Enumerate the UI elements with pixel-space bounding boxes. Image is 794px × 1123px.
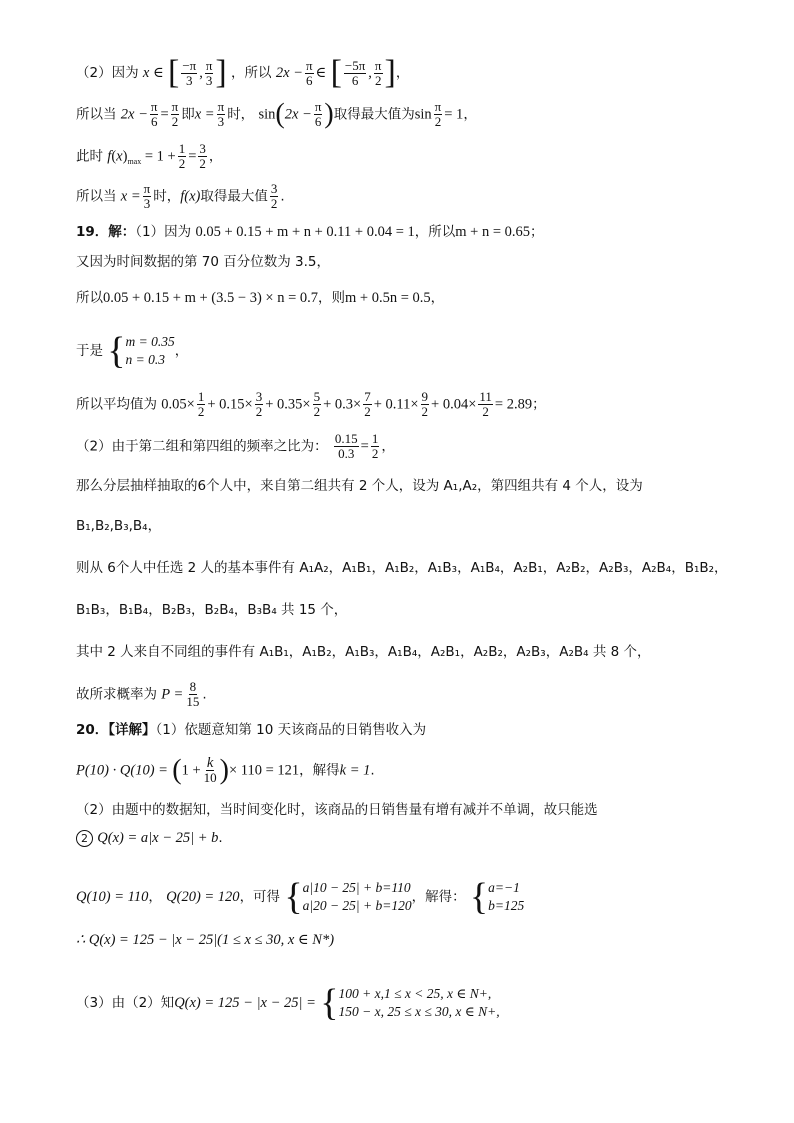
text: 取得最大值为 — [333, 106, 415, 123]
fraction: $\frac{1}{2}$ — [371, 431, 379, 461]
math: f(x) — [180, 188, 201, 205]
fraction: $\frac{\pi}{3}$ — [205, 57, 213, 88]
text: 所以当 — [76, 106, 117, 123]
text: 此时 — [76, 148, 103, 165]
math: 2x − — [120, 106, 148, 123]
math: Q(x) = 125 − |x − 25| = — [174, 995, 316, 1011]
line-11: 那么分层抽样抽取的6个人中，来自第二组共有 2 个人，设为 A₁,A₂，第四组共有 4 个人，设为 — [76, 478, 643, 494]
fraction: $\frac{k}{10}$ — [203, 755, 217, 785]
text: ， — [430, 290, 445, 306]
text: . — [202, 686, 207, 703]
fraction: $\frac{1}{2}$ — [178, 141, 186, 171]
text: ； — [532, 396, 546, 413]
text: ； — [530, 224, 544, 240]
text: ，所以 — [231, 65, 272, 81]
math: P(10) · Q(10) = — [76, 762, 168, 779]
line-17 — [76, 720, 426, 740]
math: 0.05 + 0.15 + m + n + 0.11 + 0.04 = 1 — [195, 224, 415, 240]
line-13: 则从 6个人中任选 2 人的基本事件有 A₁A₂，A₁B₁，A₁B₂，A₁B₃，A₁B₄，A₂B₁，A₂B₂，A₂B₃，A₂B₄，B₁B₂， — [76, 560, 728, 576]
equation-system: { a|10 − 25| + b=110 a|20 − 25| + b=120 — [284, 876, 412, 918]
text: （1）因为 — [135, 224, 192, 240]
fraction: $\frac{3}{2}$ — [199, 141, 206, 171]
text: （2）因为 — [76, 65, 139, 81]
math: 0.05 + 0.15 + m + (3.5 − 3) × n = 0.7 — [103, 290, 319, 306]
line-19: （2）由题中的数据知，当时间变化时，该商品的日销售量有增有减并不单调，故只能选 — [76, 802, 598, 818]
math: ∴ Q(x) = 125 − |x − 25|(1 ≤ x ≤ 30, x ∈ N*) — [76, 932, 335, 948]
piecewise: { 100 + x,1 ≤ x < 25, x ∈ N+, 150 − x, 25 ≤ x ≤ 30, x ∈ N+, — [320, 982, 500, 1024]
text: . — [370, 762, 375, 779]
math: m + n = 0.65 — [455, 224, 531, 240]
problem-number: 19．解： — [76, 224, 136, 240]
math: x = — [194, 106, 215, 123]
line-2 — [76, 100, 477, 129]
line-6: 又因为时间数据的第 70 百分位数为 3.5， — [76, 254, 331, 270]
line-18: P(10) · Q(10) = (1 + $\frac{k}{10}$ )× 110 = 121，解得k = 1. — [76, 754, 375, 786]
fraction: $\frac{\pi}{2}$ — [434, 99, 442, 129]
fraction: $\frac{\pi}{3}$ — [143, 181, 151, 211]
paren: ( — [172, 754, 182, 786]
text: ， — [208, 148, 223, 165]
text: ，可得 — [239, 889, 281, 905]
line-8 — [76, 332, 188, 370]
bracket: [ — [330, 54, 342, 91]
line-9: 所以平均值为 0.05× $\frac{1}{2}$ + 0.15× $\frac{3}{2}$ + 0.35× $\frac{5}{2}$ + 0.3× $\frac{7}{2}$ + 0.11× $\frac{9}{2}$ + 0.04× $\frac{11}{2}$ = 2.89； — [76, 389, 546, 419]
text: ， — [463, 106, 477, 123]
line-7 — [76, 288, 444, 308]
fraction: $\frac{\pi}{6}$ — [314, 99, 322, 129]
math: Q(20) = 120 — [166, 889, 240, 905]
paren: ( — [275, 98, 285, 130]
math: sin — [414, 106, 432, 123]
text: 时， — [227, 106, 255, 123]
fraction: $\frac{8}{15}$ — [186, 679, 200, 709]
line-1: （2）因为 x ∈ [ $\frac{-\pi}{3}$ , $\frac{\pi}{3}$ ] ，所以 2x − $\frac{\pi}{6}$ ∈ [ $\frac{-5\pi}{6}$ , $\frac{\pi}{2}$ ]， — [76, 54, 410, 91]
math: f — [107, 148, 112, 165]
fraction: $\frac{\pi}{6}$ — [305, 57, 313, 88]
text: （2）由于第二组和第四组的频率之比为： — [76, 438, 328, 455]
math: P = — [161, 686, 184, 703]
fraction: $\frac{-\pi}{3}$ — [182, 57, 197, 88]
math: 2x − — [275, 65, 303, 81]
text: . — [280, 188, 285, 205]
line-20 — [76, 828, 223, 848]
option-circle: 2 — [76, 830, 93, 847]
math: ∈ — [315, 65, 327, 81]
math: x = — [120, 188, 141, 205]
line-15: 其中 2 人来自不同组的事件有 A₁B₁，A₁B₂，A₁B₃，A₁B₄，A₂B₁，A₂B₂，A₂B₃，A₂B₄ 共 8 个， — [76, 644, 651, 660]
fraction: $\frac{\pi}{2}$ — [374, 57, 382, 88]
fraction: $\frac{3}{2}$ — [270, 181, 278, 211]
text: ，所以 — [414, 224, 456, 240]
text: ， — [395, 65, 410, 81]
math: = — [160, 106, 169, 123]
text: ， — [148, 889, 162, 905]
equation-system: { m = 0.35 n = 0.3 — [107, 330, 175, 372]
line-4 — [76, 182, 285, 211]
text: ， — [174, 343, 189, 359]
line-14: B₁B₃，B₁B₄，B₂B₃，B₂B₄，B₃B₄ 共 15 个， — [76, 602, 348, 618]
math: m + 0.5n = 0.5 — [345, 290, 431, 306]
math: = 1 — [444, 106, 464, 123]
line-22 — [76, 930, 334, 950]
text: 取得最大值 — [200, 188, 268, 205]
text: ， — [381, 438, 395, 455]
math: Q(10) = 110 — [76, 889, 149, 905]
math: k = 1 — [339, 762, 371, 779]
line-21 — [76, 878, 524, 916]
paren: ) — [324, 98, 334, 130]
problem-number: 20．【详解】 — [76, 722, 156, 738]
line-12: B₁,B₂,B₃,B₄， — [76, 518, 162, 534]
line-5 — [76, 222, 544, 242]
text: 时， — [153, 188, 181, 205]
text: . — [218, 830, 223, 846]
fraction: $\frac{\pi}{2}$ — [171, 99, 179, 129]
paren: ) — [219, 754, 229, 786]
text: （1）依题意知第 10 天该商品的日销售收入为 — [155, 722, 427, 738]
bracket: ] — [384, 54, 396, 91]
fraction: $\frac{0.15}{0.3}$ — [334, 431, 358, 461]
text: 于是 — [76, 343, 103, 359]
text: 所以当 — [76, 188, 117, 205]
math: Q(x) = a|x − 25| + b — [97, 830, 219, 846]
math: sin — [258, 106, 276, 123]
text: 所以平均值为 — [76, 396, 157, 413]
fraction: $\frac{-5\pi}{6}$ — [344, 57, 366, 88]
line-10: （2）由于第二组和第四组的频率之比为： $\frac{0.15}{0.3}$ = $\frac{1}{2}$ ， — [76, 431, 395, 461]
text: 即 — [181, 106, 195, 123]
solution-system: { a=−1 b=125 — [469, 876, 525, 918]
text: （3）由（2）知 — [76, 995, 175, 1011]
text: ，则 — [318, 290, 346, 306]
fraction: $\frac{\pi}{6}$ — [150, 99, 158, 129]
mean-expression: 0.05× — [161, 396, 195, 413]
text: ，解得 — [299, 762, 340, 779]
line-3: 此时 $f(x)_{max} = 1$ + $\frac{1}{2}$ = $\frac{3}{2}$ ， — [76, 141, 223, 171]
math: x ∈ — [142, 65, 164, 81]
line-16 — [76, 680, 207, 709]
bracket: ] — [215, 54, 227, 91]
text: 所以 — [76, 290, 103, 306]
math: 2x − — [284, 106, 312, 123]
text: 故所求概率为 — [76, 686, 157, 703]
text: ，解得： — [411, 889, 466, 905]
line-23 — [76, 984, 500, 1022]
bracket: [ — [167, 54, 180, 91]
fraction: $\frac{\pi}{3}$ — [217, 99, 225, 129]
